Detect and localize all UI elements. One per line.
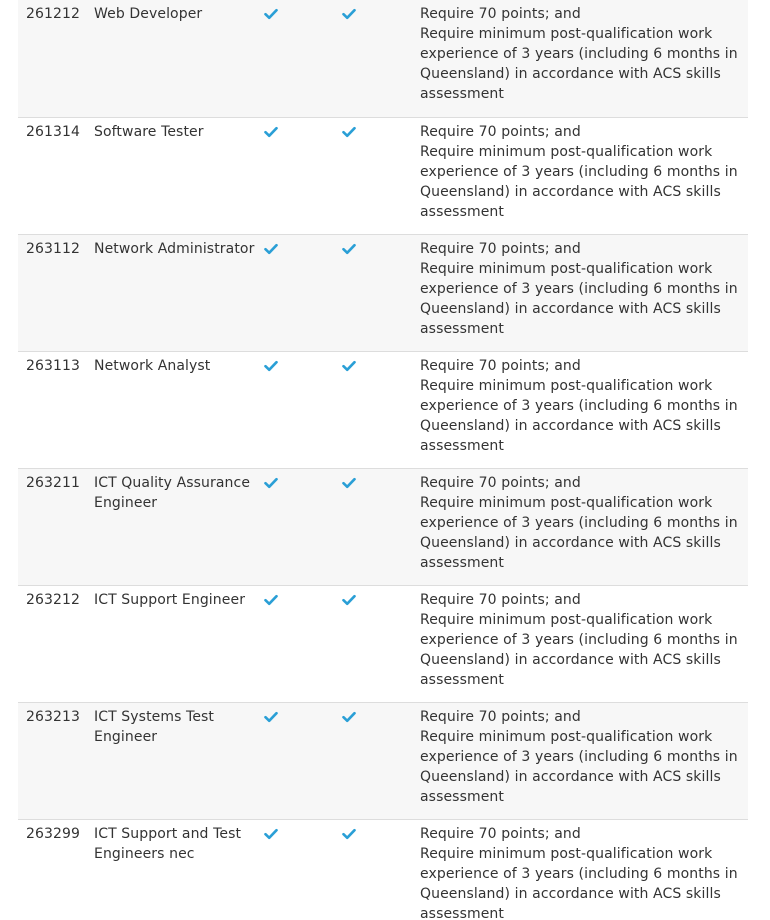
check-icon (264, 359, 278, 373)
eligibility-cell-2 (342, 585, 420, 702)
eligibility-cell-2 (342, 0, 420, 117)
eligibility-cell-2 (342, 117, 420, 234)
requirement-points: Require 70 points; and (420, 708, 581, 725)
check-icon (264, 242, 278, 256)
check-icon (264, 710, 278, 724)
eligibility-cell-2 (342, 702, 420, 819)
eligibility-cell-2 (342, 468, 420, 585)
occupation-name: Network Administrator (94, 240, 255, 257)
requirements-cell (420, 234, 748, 351)
eligibility-cell-1 (264, 468, 342, 585)
eligibility-cell-2 (342, 234, 420, 351)
check-icon (342, 710, 356, 724)
occupation-code: 263212 (26, 591, 81, 608)
eligibility-cell-1 (264, 585, 342, 702)
check-icon (264, 827, 278, 841)
occupation-code: 261314 (26, 123, 81, 140)
table-row (18, 351, 748, 468)
requirement-experience: Require minimum post-qualification work experience of 3 years (including 6 months in Queensland) in accordance with ACS skills assessment (420, 494, 738, 571)
requirement-points: Require 70 points; and (420, 357, 581, 374)
eligibility-cell-1 (264, 702, 342, 819)
check-icon (342, 7, 356, 21)
occupation-code: 263299 (26, 825, 81, 842)
occupation-name: Web Developer (94, 6, 203, 22)
check-icon (342, 125, 356, 139)
requirement-experience: Require minimum post-qualification work experience of 3 years (including 6 months in Queensland) in accordance with ACS skills assessment (420, 845, 738, 920)
requirement-experience: Require minimum post-qualification work experience of 3 years (including 6 months in Queensland) in accordance with ACS skills assessment (420, 728, 738, 805)
requirement-experience: Require minimum post-qualification work experience of 3 years (including 6 months in Queensland) in accordance with ACS skills assessment (420, 26, 738, 102)
table-row (18, 585, 748, 702)
requirement-points: Require 70 points; and (420, 123, 581, 140)
occupation-code: 263213 (26, 708, 81, 725)
eligibility-cell-2 (342, 819, 420, 920)
eligibility-cell-1 (264, 234, 342, 351)
table-row (18, 117, 748, 234)
occupation-code: 261212 (26, 6, 81, 22)
requirement-experience: Require minimum post-qualification work experience of 3 years (including 6 months in Queensland) in accordance with ACS skills assessment (420, 260, 738, 337)
requirement-points: Require 70 points; and (420, 591, 581, 608)
requirements-cell (420, 0, 748, 117)
table-row (18, 468, 748, 585)
requirements-cell (420, 702, 748, 819)
occupation-code: 263113 (26, 357, 81, 374)
check-icon (342, 242, 356, 256)
requirements-cell (420, 585, 748, 702)
table-row (18, 234, 748, 351)
requirement-points: Require 70 points; and (420, 6, 581, 22)
requirement-experience: Require minimum post-qualification work experience of 3 years (including 6 months in Queensland) in accordance with ACS skills assessment (420, 611, 738, 688)
check-icon (264, 7, 278, 21)
check-icon (264, 476, 278, 490)
table-row (18, 702, 748, 819)
table-row (18, 0, 748, 117)
occupation-name: Network Analyst (94, 357, 211, 374)
table-row (18, 819, 748, 920)
check-icon (264, 125, 278, 139)
eligibility-cell-1 (264, 819, 342, 920)
occupation-code: 263112 (26, 240, 81, 257)
eligibility-cell-2 (342, 351, 420, 468)
occupation-name: ICT Support Engineer (94, 591, 246, 608)
check-icon (264, 593, 278, 607)
check-icon (342, 359, 356, 373)
requirements-cell (420, 468, 748, 585)
occupation-name: ICT Support and Test Engineers nec (94, 825, 242, 862)
occupation-name: ICT Systems Test Engineer (94, 708, 215, 745)
requirements-cell (420, 819, 748, 920)
eligibility-cell-1 (264, 351, 342, 468)
check-icon (342, 593, 356, 607)
eligibility-cell-1 (264, 117, 342, 234)
requirement-points: Require 70 points; and (420, 240, 581, 257)
check-icon (342, 827, 356, 841)
occupation-name: Software Tester (94, 123, 204, 140)
eligibility-cell-1 (264, 0, 342, 117)
check-icon (342, 476, 356, 490)
requirements-cell (420, 117, 748, 234)
requirements-cell (420, 351, 748, 468)
occupation-name: ICT Quality Assurance Engineer (94, 474, 251, 511)
requirement-points: Require 70 points; and (420, 825, 581, 842)
occupation-code: 263211 (26, 474, 81, 491)
requirement-experience: Require minimum post-qualification work experience of 3 years (including 6 months in Queensland) in accordance with ACS skills assessment (420, 377, 738, 454)
occupation-table-container (18, 0, 748, 920)
occupation-table (18, 0, 748, 920)
requirement-points: Require 70 points; and (420, 474, 581, 491)
requirement-experience: Require minimum post-qualification work experience of 3 years (including 6 months in Queensland) in accordance with ACS skills assessment (420, 143, 738, 220)
